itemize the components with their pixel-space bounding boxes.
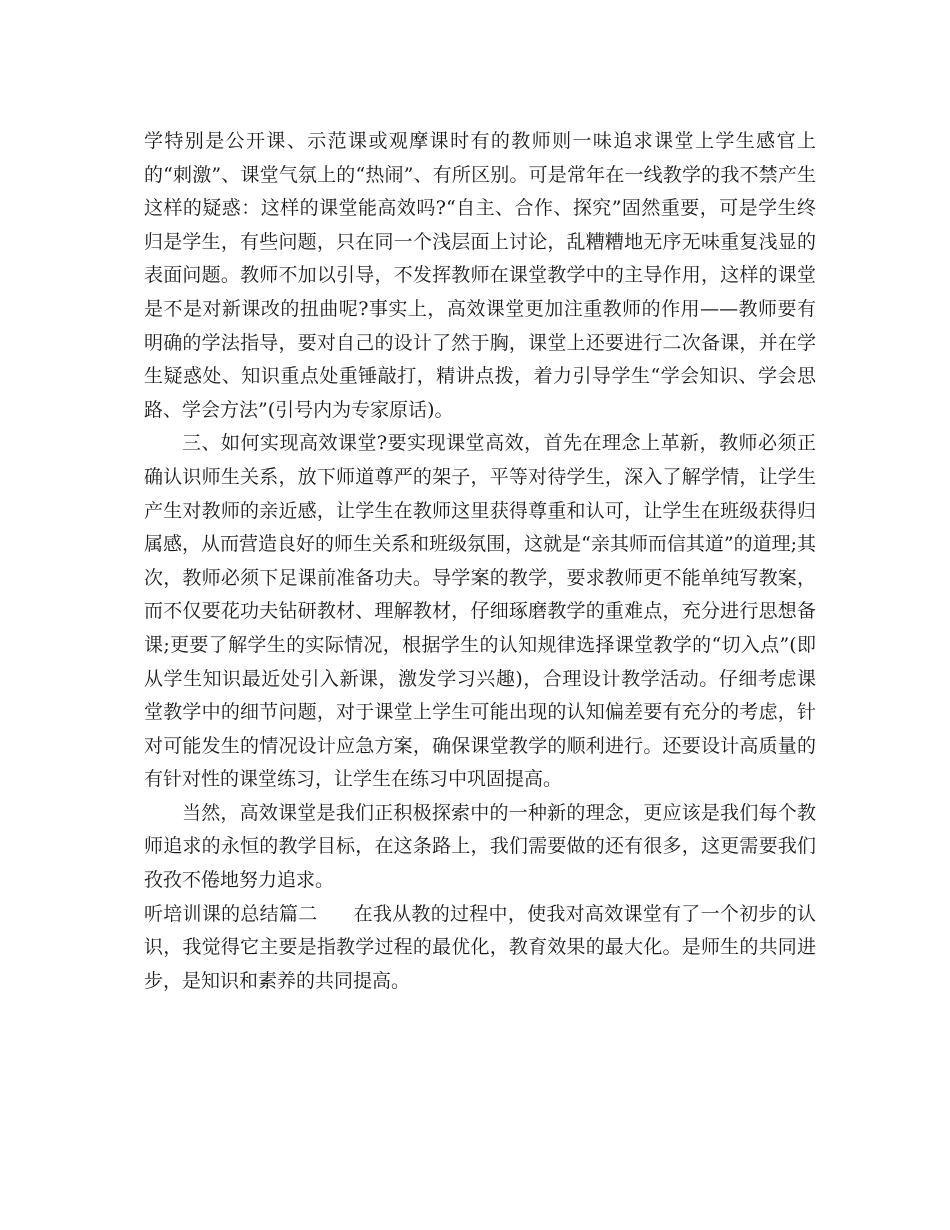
document-body xyxy=(144,125,816,998)
paragraph-1: 学特别是公开课、示范课或观摩课时有的教师则一味追求课堂上学生感官上的“刺激”、课堂气氛上的“热闹”、有所区别。可是常年在一线教学的我不禁产生这样的疑惑：这样的课堂能高效吗?“自主、合作、探究”固然重要，可是学生终归是学生，有些问题，只在同一个浅层面上讨论，乱糟糟地无序无味重复浅显的表面问题。教师不加以引导，不发挥教师在课堂教学中的主导作用，这样的课堂是不是对新课改的扭曲呢?事实上，高效课堂更加注重教师的作用——教师要有明确的学法指导，要对自己的设计了然于胸，课堂上还要进行二次备课，并在学生疑惑处、知识重点处重锤敲打，精讲点拨，着力引导学生“学会知识、学会思路、学会方法”(引号内为专家原话)。 xyxy=(144,130,816,421)
paragraph-3: 当然，高效课堂是我们正积极探索中的一种新的理念，更应该是我们每个教师追求的永恒的教学目标，在这条路上，我们需要做的还有很多，这更需要我们孜孜不倦地努力追求。 xyxy=(144,801,816,892)
paragraph-2: 三、如何实现高效课堂?要实现课堂高效，首先在理念上革新，教师必须正确认识师生关系，放下师道尊严的架子，平等对待学生，深入了解学情，让学生产生对教师的亲近感，让学生在教师这里获得尊重和认可，让学生在班级获得归属感，从而营造良好的师生关系和班级氛围，这就是“亲其师而信其道”的道理;其次，教师必须下足课前准备功夫。导学案的教学，要求教师更不能单纯写教案，而不仅要花功夫钻研教材、理解教材，仔细琢磨教学的重难点，充分进行思想备课;更要了解学生的实际情况，根据学生的认知规律选择课堂教学的“切入点”(即从学生知识最近处引入新课，激发学习兴趣)，合理设计教学活动。仔细考虑课堂教学中的细节问题，对于课堂上学生可能出现的认知偏差要有充分的考虑，针对可能发生的情况设计应急方案，确保课堂教学的顺利进行。还要设计高质量的有针对性的课堂练习，让学生在练习中巩固提高。 xyxy=(144,432,816,791)
section-heading: 听培训课的总结篇二 xyxy=(144,902,318,925)
section-paragraph xyxy=(144,898,816,999)
section-text: 在我从教的过程中，使我对高效课堂有了一个初步的认识，我觉得它主要是指教学过程的最优化，教育效果的最大化。是师生的共同进步，是知识和素养的共同提高。 xyxy=(144,902,816,992)
